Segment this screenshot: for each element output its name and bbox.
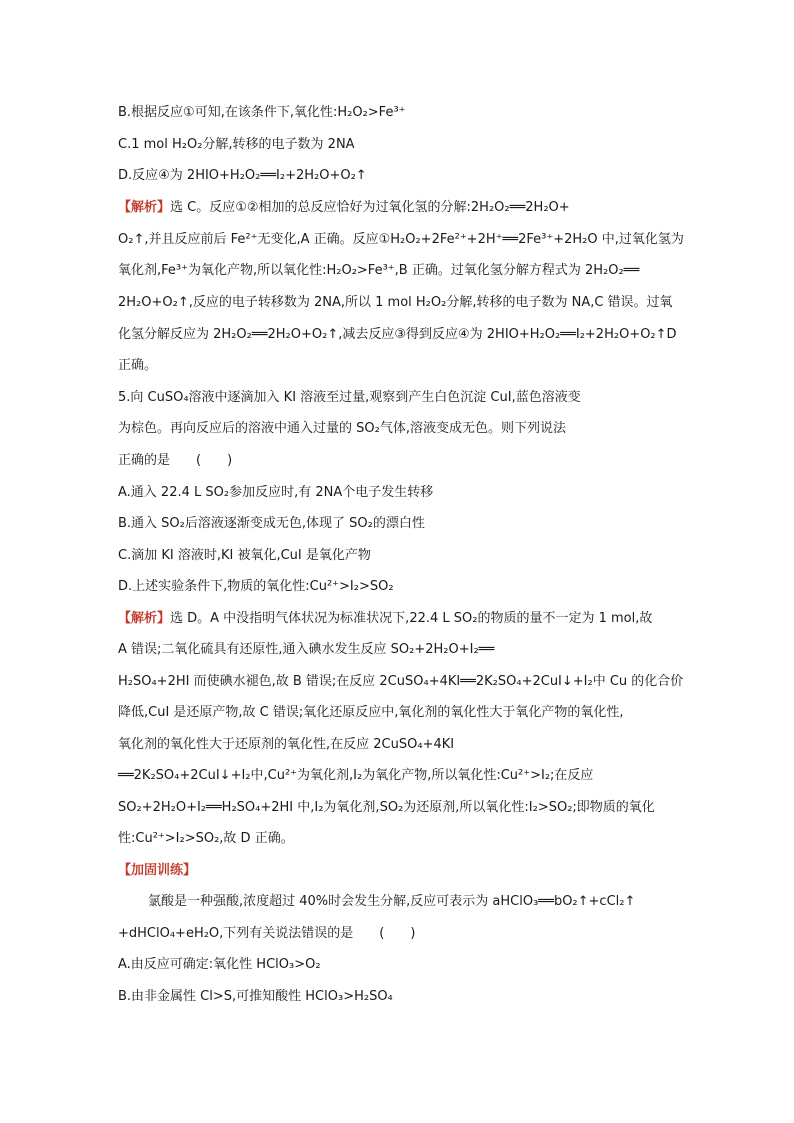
- reinforcement-heading: 【加固训练】: [118, 863, 197, 878]
- analysis-line-3: 氧化剂,Fe³⁺为氧化产物,所以氧化性:H₂O₂>Fe³⁺,B 正确。过氧化氢分解方程式为 2H₂O₂══: [118, 263, 640, 278]
- q5-option-c: C.滴加 KI 溶液时,KI 被氧化,CuI 是氧化产物: [118, 548, 371, 563]
- q5-analysis-line-7: SO₂+2H₂O+I₂══H₂SO₄+2HI 中,I₂为氧化剂,SO₂为还原剂,所以氧化性:I₂>SO₂;即物质的氧化: [118, 800, 655, 815]
- q5-analysis-line-3: H₂SO₄+2HI 而使碘水褪色,故 B 错误;在反应 2CuSO₄+4KI══2K₂SO₄+2CuI↓+I₂中 Cu 的化合价: [118, 674, 684, 689]
- analysis-tag: 【解析】: [118, 200, 171, 215]
- option-c-line: C.1 mol H₂O₂分解,转移的电子数为 2NA: [118, 137, 355, 152]
- question-5-line-1: 5.向 CuSO₄溶液中逐滴加入 KI 溶液至过量,观察到产生白色沉淀 CuI,蓝色溶液变: [118, 390, 581, 405]
- option-b-line: B.根据反应①可知,在该条件下,氧化性:H₂O₂>Fe³⁺: [118, 105, 406, 120]
- analysis-text: 选 D。A 中没指明气体状况为标准状况下,22.4 L SO₂的物质的量不一定为 1 mol,故: [170, 611, 653, 626]
- question-5-line-2: 为棕色。再向反应后的溶液中通入过量的 SO₂气体,溶液变成无色。则下列说法: [118, 421, 566, 436]
- q5-analysis-line-1: [118, 610, 652, 628]
- q5-option-b: B.通入 SO₂后溶液逐渐变成无色,体现了 SO₂的漂白性: [118, 516, 425, 531]
- q5-option-a: A.通入 22.4 L SO₂参加反应时,有 2NA个电子发生转移: [118, 485, 434, 500]
- q5-analysis-line-4: 降低,CuI 是还原产物,故 C 错误;氧化还原反应中,氧化剂的氧化性大于氧化产物的氧化性,: [118, 705, 624, 720]
- reinforcement-line-2: +dHClO₄+eH₂O,下列有关说法错误的是 ( ): [118, 926, 416, 941]
- q5-option-d: D.上述实验条件下,物质的氧化性:Cu²⁺>I₂>SO₂: [118, 579, 394, 594]
- reinforcement-line-1: 氯酸是一种强酸,浓度超过 40%时会发生分解,反应可表示为 aHClO₃══bO₂↑+cCl₂↑: [148, 894, 636, 909]
- q5-analysis-line-6: ══2K₂SO₄+2CuI↓+I₂中,Cu²⁺为氧化剂,I₂为氧化产物,所以氧化性:Cu²⁺>I₂;在反应: [118, 768, 594, 783]
- analysis-text: 选 C。反应①②相加的总反应恰好为过氧化氢的分解:2H₂O₂══2H₂O+: [170, 200, 570, 215]
- reinforcement-option-a: A.由反应可确定:氧化性 HClO₃>O₂: [118, 957, 321, 972]
- analysis-line-5: 化氢分解反应为 2H₂O₂══2H₂O+O₂↑,减去反应③得到反应④为 2HIO+H₂O₂══I₂+2H₂O+O₂↑D: [118, 327, 677, 342]
- analysis-line-6: 正确。: [118, 358, 158, 373]
- reinforcement-option-b: B.由非金属性 Cl>S,可推知酸性 HClO₃>H₂SO₄: [118, 989, 393, 1004]
- analysis-line-4: 2H₂O+O₂↑,反应的电子转移数为 2NA,所以 1 mol H₂O₂分解,转移的电子数为 NA,C 错误。过氧: [118, 295, 673, 310]
- q5-analysis-line-2: A 错误;二氧化硫具有还原性,通入碘水发生反应 SO₂+2H₂O+I₂══: [118, 642, 495, 657]
- question-5-line-3: 正确的是 ( ): [118, 453, 233, 468]
- analysis-line-2: O₂↑,并且反应前后 Fe²⁺无变化,A 正确。反应①H₂O₂+2Fe²⁺+2H⁺══2Fe³⁺+2H₂O 中,过氧化氢为: [118, 232, 684, 247]
- analysis-line-1: [118, 199, 570, 217]
- q5-analysis-line-8: 性:Cu²⁺>I₂>SO₂,故 D 正确。: [118, 831, 294, 846]
- option-d-line: D.反应④为 2HIO+H₂O₂══I₂+2H₂O+O₂↑: [118, 168, 367, 183]
- q5-analysis-line-5: 氧化剂的氧化性大于还原剂的氧化性,在反应 2CuSO₄+4KI: [118, 737, 455, 752]
- analysis-tag: 【解析】: [118, 611, 171, 626]
